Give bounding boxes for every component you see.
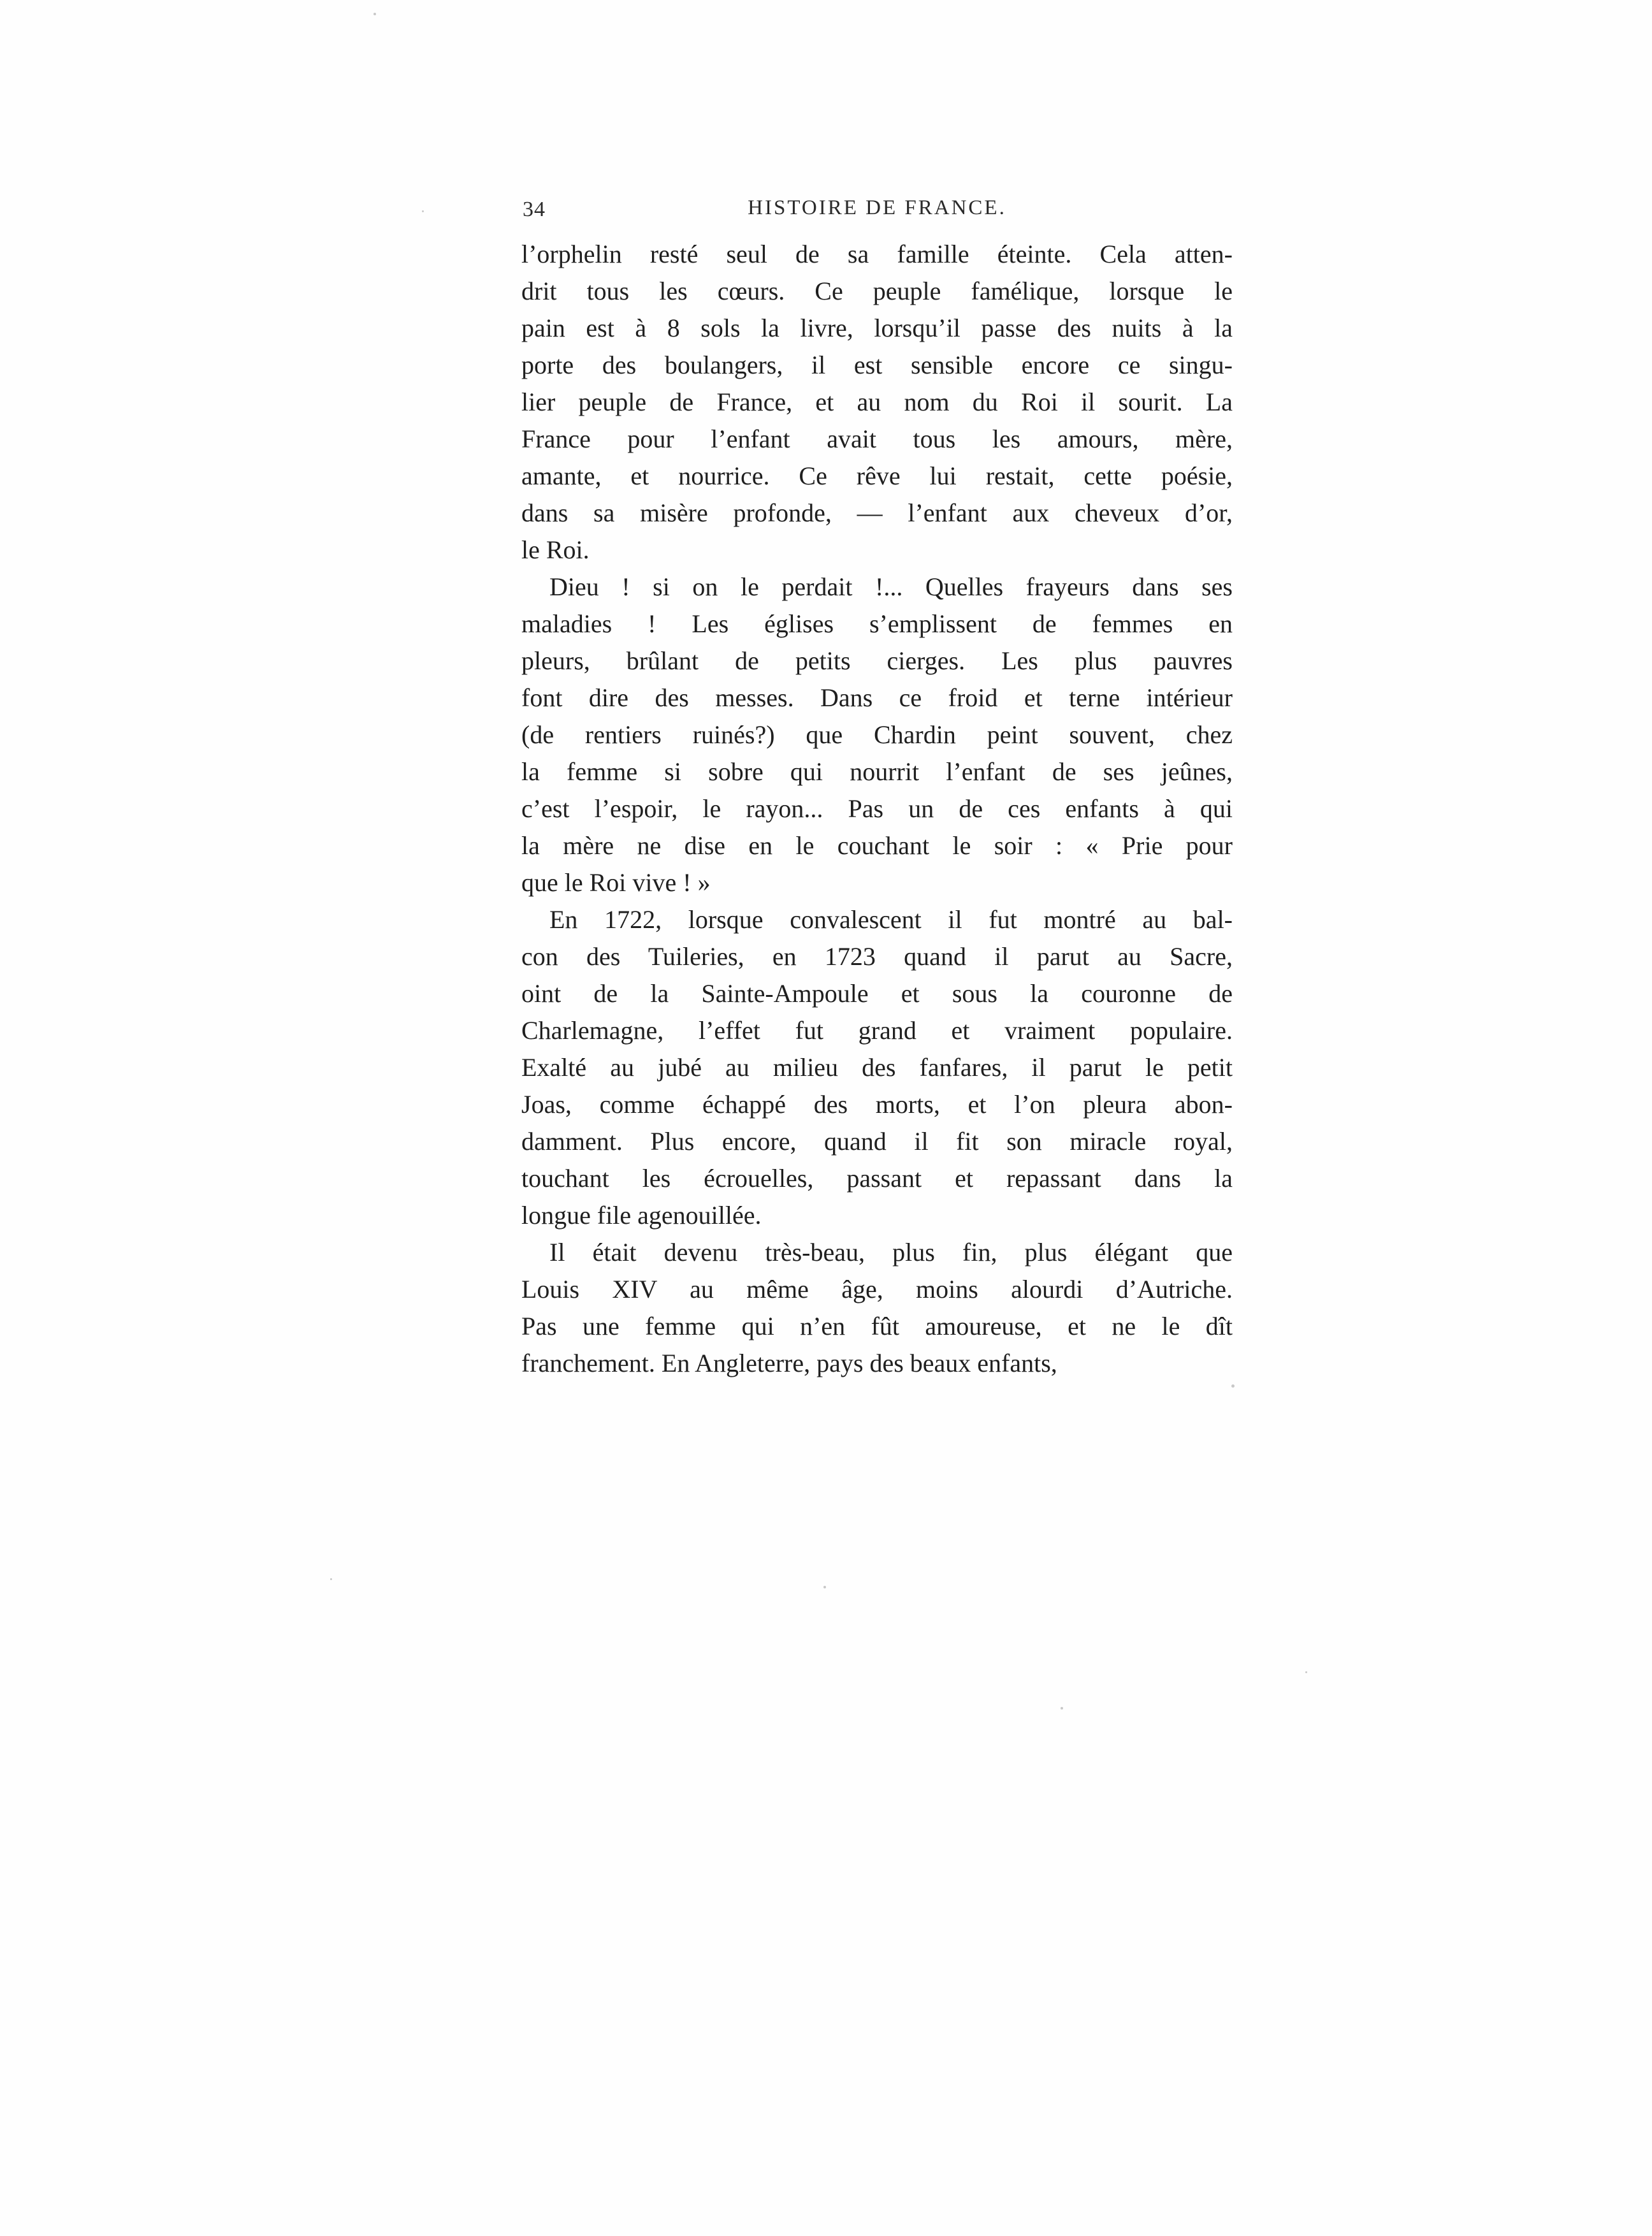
text-line: dans sa misère profonde, — l’enfant aux cheveux d’or, <box>521 498 1233 527</box>
scan-speck <box>823 1586 826 1588</box>
text-line: Charlemagne, l’effet fut grand et vraiment populaire. <box>521 1016 1233 1045</box>
text-line: touchant les écrouelles, passant et repassant dans la <box>521 1164 1233 1193</box>
text-line: amante, et nourrice. Ce rêve lui restait, cette poésie, <box>521 461 1233 490</box>
text-line: Exalté au jubé au milieu des fanfares, il parut le petit <box>521 1053 1233 1082</box>
text-line: font dire des messes. Dans ce froid et terne intérieur <box>521 683 1233 712</box>
scan-speck <box>1305 1671 1307 1673</box>
page-header <box>521 191 1233 231</box>
text-line: longue file agenouillée. <box>521 1201 762 1230</box>
text-line: damment. Plus encore, quand il fit son miracle royal, <box>521 1127 1233 1156</box>
text-line: oint de la Sainte-Ampoule et sous la couronne de <box>521 979 1233 1008</box>
scan-speck <box>1231 1384 1235 1388</box>
text-line: porte des boulangers, il est sensible encore ce singu- <box>521 351 1233 379</box>
text-block <box>521 191 1233 1382</box>
text-line: Il était devenu très-beau, plus fin, plus élégant que <box>549 1238 1233 1267</box>
text-line: maladies ! Les églises s’emplissent de femmes en <box>521 609 1233 638</box>
text-line: con des Tuileries, en 1723 quand il parut au Sacre, <box>521 942 1233 971</box>
text-line: la femme si sobre qui nourrit l’enfant de ses jeûnes, <box>521 757 1233 786</box>
text-line: (de rentiers ruinés?) que Chardin peint souvent, chez <box>521 720 1233 749</box>
page-body <box>521 236 1233 1382</box>
text-line: France pour l’enfant avait tous les amours, mère, <box>521 425 1233 453</box>
text-line: Pas une femme qui n’en fût amoureuse, et ne le dît <box>521 1312 1233 1340</box>
scan-speck <box>330 1578 332 1580</box>
text-line: que le Roi vive ! » <box>521 868 711 897</box>
text-line: Joas, comme échappé des morts, et l’on pleura abon- <box>521 1090 1233 1119</box>
paragraph <box>521 901 1233 1234</box>
text-line: En 1722, lorsque convalescent il fut montré au bal- <box>549 905 1233 934</box>
text-line: pain est à 8 sols la livre, lorsqu’il passe des nuits à la <box>521 314 1233 342</box>
text-line: Dieu ! si on le perdait !... Quelles frayeurs dans ses <box>549 572 1233 601</box>
text-line: le Roi. <box>521 535 590 564</box>
scan-speck <box>1061 1707 1063 1710</box>
text-line: l’orphelin resté seul de sa famille éteinte. Cela atten- <box>521 240 1233 268</box>
paragraph <box>521 236 1233 569</box>
scan-speck <box>373 13 376 15</box>
running-header: HISTOIRE DE FRANCE. <box>748 196 1006 219</box>
scan-speck <box>422 210 424 212</box>
text-line: franchement. En Angleterre, pays des beaux enfants, <box>521 1349 1057 1377</box>
text-line: pleurs, brûlant de petits cierges. Les plus pauvres <box>521 646 1233 675</box>
text-line: Louis XIV au même âge, moins alourdi d’Autriche. <box>521 1275 1233 1303</box>
text-line: drit tous les cœurs. Ce peuple famélique, lorsque le <box>521 277 1233 305</box>
text-line: c’est l’espoir, le rayon... Pas un de ces enfants à qui <box>521 794 1233 823</box>
text-line: lier peuple de France, et au nom du Roi il sourit. La <box>521 388 1233 416</box>
paragraph <box>521 1234 1233 1382</box>
text-line: la mère ne dise en le couchant le soir : « Prie pour <box>521 831 1233 860</box>
page-number: 34 <box>523 198 546 221</box>
paragraph <box>521 569 1233 901</box>
